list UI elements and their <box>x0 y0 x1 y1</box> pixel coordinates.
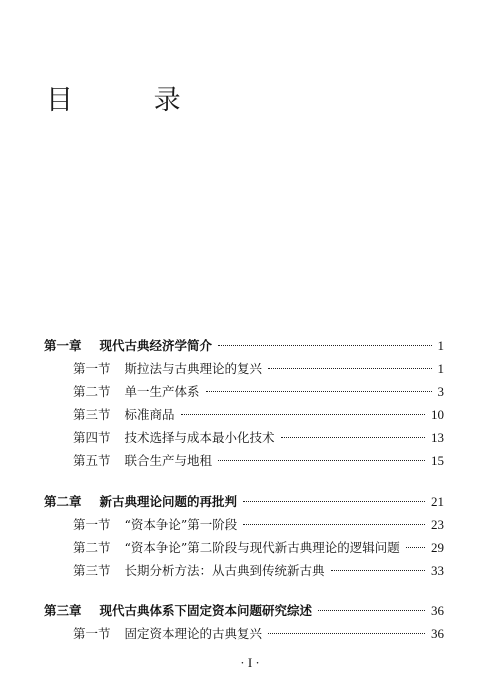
chapter-label: 第二章 <box>44 494 82 509</box>
page-ref: 29 <box>431 540 444 555</box>
toc-section[interactable] <box>73 539 444 557</box>
dot-leader <box>268 633 425 634</box>
toc-section[interactable] <box>73 516 444 534</box>
page-ref: 36 <box>431 603 444 618</box>
toc-chapter-3[interactable] <box>44 602 444 620</box>
page-ref: 13 <box>431 430 444 445</box>
section-label: 第一节 <box>73 517 111 532</box>
section-title: 技术选择与成本最小化技术 <box>124 430 275 445</box>
toc-section[interactable] <box>73 429 444 447</box>
toc-section[interactable] <box>73 452 444 470</box>
dot-leader <box>243 501 425 502</box>
toc-section[interactable] <box>73 360 444 378</box>
page-number: · I · <box>240 655 260 670</box>
section-title: 斯拉法与古典理论的复兴 <box>124 361 263 376</box>
page-ref: 3 <box>437 384 444 399</box>
section-title: 长期分析方法：从古典到传统新古典 <box>124 563 325 578</box>
chapter-title: 现代古典经济学简介 <box>99 338 213 353</box>
section-title: “资本争论”第一阶段 <box>124 517 238 532</box>
section-label: 第五节 <box>73 453 111 468</box>
toc-section[interactable] <box>73 406 444 424</box>
page-ref: 10 <box>431 407 444 422</box>
section-label: 第三节 <box>73 563 111 578</box>
section-title: 联合生产与地租 <box>124 453 213 468</box>
section-title: “资本争论”第二阶段与现代新古典理论的逻辑问题 <box>124 540 400 555</box>
section-label: 第二节 <box>73 384 111 399</box>
page-ref: 1 <box>437 338 444 353</box>
page-ref: 15 <box>431 453 444 468</box>
page-ref: 1 <box>437 361 444 376</box>
page-ref: 33 <box>431 563 444 578</box>
dot-leader <box>218 345 431 346</box>
page-ref: 23 <box>431 517 444 532</box>
section-label: 第四节 <box>73 430 111 445</box>
section-title: 单一生产体系 <box>124 384 200 399</box>
chapter-title: 现代古典体系下固定资本问题研究综述 <box>99 603 313 618</box>
dot-leader <box>281 437 425 438</box>
chapter-label: 第一章 <box>44 338 82 353</box>
dot-leader <box>268 368 431 369</box>
dot-leader <box>406 547 425 548</box>
section-label: 第三节 <box>73 407 111 422</box>
dot-leader <box>218 460 425 461</box>
toc-chapter-1[interactable] <box>44 337 444 355</box>
section-label: 第二节 <box>73 540 111 555</box>
dot-leader <box>206 391 432 392</box>
chapter-title: 新古典理论问题的再批判 <box>99 494 238 509</box>
toc-section[interactable] <box>73 562 444 580</box>
dot-leader <box>243 524 425 525</box>
section-title: 标准商品 <box>124 407 175 422</box>
section-label: 第一节 <box>73 626 111 641</box>
chapter-label: 第三章 <box>44 603 82 618</box>
toc-section[interactable] <box>73 383 444 401</box>
section-label: 第一节 <box>73 361 111 376</box>
toc-chapter-2[interactable] <box>44 493 444 511</box>
page-ref: 36 <box>431 626 444 641</box>
dot-leader <box>331 570 425 571</box>
dot-leader <box>318 610 425 611</box>
page-title: 目 录 <box>46 85 217 116</box>
toc-section[interactable] <box>73 625 444 643</box>
page-ref: 21 <box>431 494 444 509</box>
dot-leader <box>181 414 425 415</box>
section-title: 固定资本理论的古典复兴 <box>124 626 263 641</box>
